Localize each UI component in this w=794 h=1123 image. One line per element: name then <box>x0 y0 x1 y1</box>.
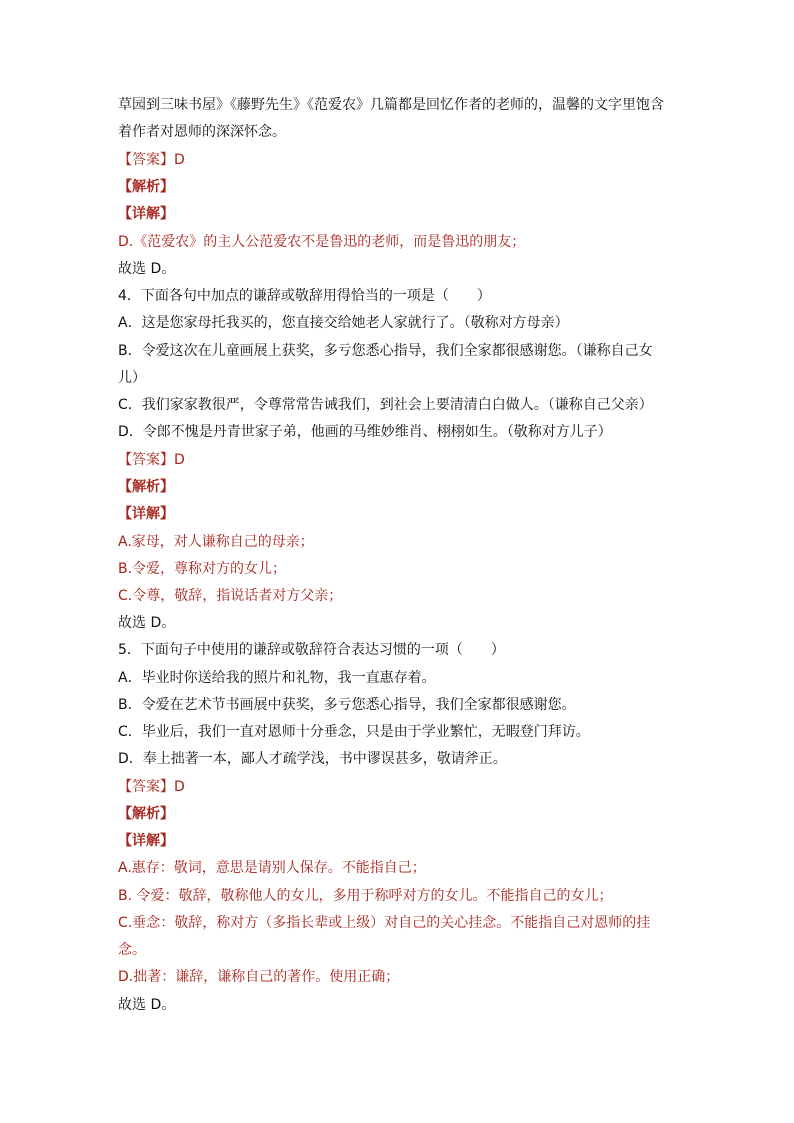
explanation-line: C.令尊，敬辞，指说话者对方父亲； <box>118 588 343 604</box>
question-5-stem: 5．下面句子中使用的谦辞或敬辞符合表达习惯的一项（ ） <box>118 642 505 658</box>
answer-label: 【答案】D <box>118 152 185 168</box>
question-4-stem: 4．下面各句中加点的谦辞或敬辞用得恰当的一项是（ ） <box>118 288 491 304</box>
analysis-label: 【解析】 <box>118 179 174 195</box>
explanation-line: C.垂念：敬辞，称对方（多指长辈或上级）对自己的关心挂念。不能指自己对恩师的挂 <box>118 915 651 931</box>
analysis-label: 【解析】 <box>118 806 174 822</box>
question-4-option-b-cont: 儿） <box>118 370 146 386</box>
answer-label: 【答案】D <box>118 452 185 468</box>
question-5-option-d: D．奉上拙著一本，鄙人才疏学浅，书中谬误甚多，敬请斧正。 <box>118 751 507 767</box>
question-4-option-d: D．令郎不愧是丹青世家子弟，他画的马维妙维肖、栩栩如生。（敬称对方儿子） <box>118 424 612 440</box>
explanation-line: D.拙著：谦辞，谦称自己的著作。使用正确； <box>118 969 400 985</box>
question-5-option-a: A．毕业时你送给我的照片和礼物，我一直惠存着。 <box>118 670 436 686</box>
detail-label: 【详解】 <box>118 833 174 849</box>
question-4-option-a: A．这是您家母托我买的，您直接交给她老人家就行了。（敬称对方母亲） <box>118 315 569 331</box>
question-5-option-c: C．毕业后，我们一直对恩师十分垂念，只是由于学业繁忙，无暇登门拜访。 <box>118 724 590 740</box>
answer-label: 【答案】D <box>118 779 185 795</box>
conclusion-line: 故选 D。 <box>118 997 176 1013</box>
explanation-line: A.家母，对人谦称自己的母亲； <box>118 534 314 550</box>
question-5-option-b: B．令爱在艺术节书画展中获奖，多亏您悉心指导，我们全家都很感谢您。 <box>118 697 576 713</box>
analysis-label: 【解析】 <box>118 479 174 495</box>
text-line-intro-2: 着作者对恩师的深深怀念。 <box>118 124 286 140</box>
explanation-line: A.惠存：敬词，意思是请别人保存。不能指自己； <box>118 860 426 876</box>
conclusion-line: 故选 D。 <box>118 261 176 277</box>
conclusion-line: 故选 D。 <box>118 615 176 631</box>
detail-label: 【详解】 <box>118 506 174 522</box>
question-4-option-b: B．令爱这次在儿童画展上获奖，多亏您悉心指导，我们全家都很感谢您。（谦称自己女 <box>118 343 653 359</box>
question-4-option-c: C．我们家家教很严，令尊常常告诫我们，到社会上要清清白白做人。（谦称自己父亲） <box>118 397 653 413</box>
explanation-line: D.《范爱农》的主人公范爱农不是鲁迅的老师，而是鲁迅的朋友； <box>118 234 526 250</box>
explanation-line: B.令爱，尊称对方的女儿； <box>118 561 287 577</box>
explanation-line: 念。 <box>118 942 146 958</box>
detail-label: 【详解】 <box>118 206 174 222</box>
explanation-line: B. 令爱：敬辞，敬称他人的女儿，多用于称呼对方的女儿。不能指自己的女儿； <box>118 888 613 904</box>
text-line-intro-1: 草园到三味书屋》《藤野先生》《范爱农》几篇都是回忆作者的老师的，温馨的文字里饱含 <box>118 97 664 113</box>
